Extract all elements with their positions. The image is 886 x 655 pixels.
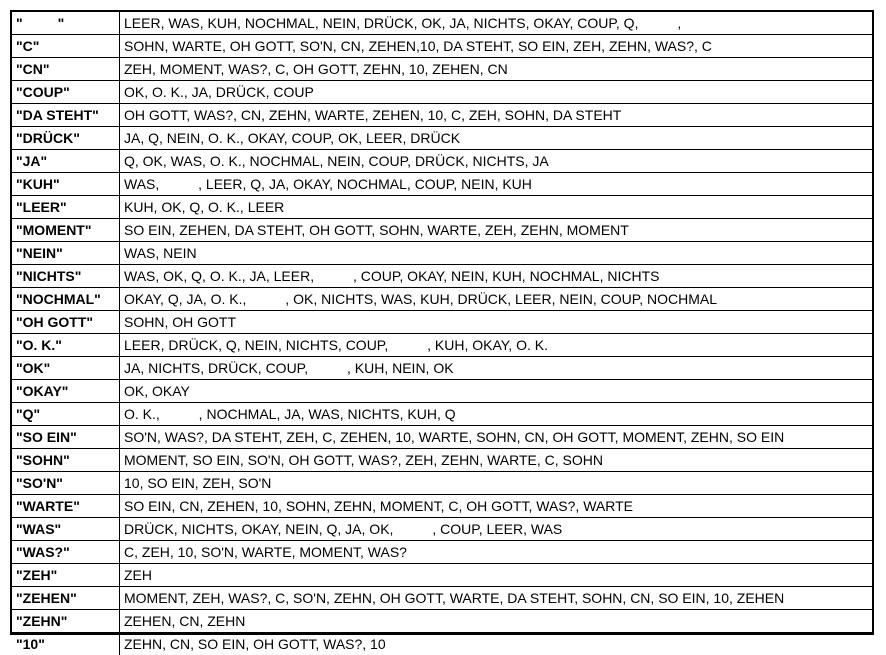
row-key: "DA STEHT" (12, 104, 120, 127)
row-key: "WAS" (12, 518, 120, 541)
table-row (12, 311, 872, 334)
table-row (12, 403, 872, 426)
row-key: "ZEH" (12, 564, 120, 587)
row-values: ZEHN, CN, SO EIN, OH GOTT, WAS?, 10 (120, 633, 873, 655)
word-table-frame (10, 10, 874, 635)
row-values: ZEH, MOMENT, WAS?, C, OH GOTT, ZEHN, 10, ZEHEN, CN (120, 58, 873, 81)
row-key: "O. K." (12, 334, 120, 357)
table-row (12, 380, 872, 403)
row-values: ZEH (120, 564, 873, 587)
table-row (12, 334, 872, 357)
table-row (12, 495, 872, 518)
row-key: "NOCHMAL" (12, 288, 120, 311)
row-key: " " (12, 12, 120, 35)
row-values: OKAY, Q, JA, O. K., , OK, NICHTS, WAS, KUH, DRÜCK, LEER, NEIN, COUP, NOCHMAL (120, 288, 873, 311)
row-values: MOMENT, ZEH, WAS?, C, SO'N, ZEHN, OH GOTT, WARTE, DA STEHT, SOHN, CN, SO EIN, 10, ZEHEN (120, 587, 873, 610)
row-key: "MOMENT" (12, 219, 120, 242)
row-values: Q, OK, WAS, O. K., NOCHMAL, NEIN, COUP, DRÜCK, NICHTS, JA (120, 150, 873, 173)
table-row (12, 518, 872, 541)
row-key: "WAS?" (12, 541, 120, 564)
row-key: "CN" (12, 58, 120, 81)
row-key: "OH GOTT" (12, 311, 120, 334)
row-values: OK, O. K., JA, DRÜCK, COUP (120, 81, 873, 104)
row-values: SO'N, WAS?, DA STEHT, ZEH, C, ZEHEN, 10, WARTE, SOHN, CN, OH GOTT, MOMENT, ZEHN, SO EIN (120, 426, 873, 449)
row-key: "SOHN" (12, 449, 120, 472)
table-row (12, 104, 872, 127)
table-row (12, 196, 872, 219)
table-row (12, 150, 872, 173)
row-values: SO EIN, ZEHEN, DA STEHT, OH GOTT, SOHN, WARTE, ZEH, ZEHN, MOMENT (120, 219, 873, 242)
row-key: "OK" (12, 357, 120, 380)
row-key: "SO'N" (12, 472, 120, 495)
row-key: "ZEHN" (12, 610, 120, 633)
row-values: OK, OKAY (120, 380, 873, 403)
row-values: O. K., , NOCHMAL, JA, WAS, NICHTS, KUH, Q (120, 403, 873, 426)
row-values: C, ZEH, 10, SO'N, WARTE, MOMENT, WAS? (120, 541, 873, 564)
table-row (12, 472, 872, 495)
row-key: "SO EIN" (12, 426, 120, 449)
table-row (12, 288, 872, 311)
table-row (12, 219, 872, 242)
table-row (12, 426, 872, 449)
row-values: WAS, , LEER, Q, JA, OKAY, NOCHMAL, COUP, NEIN, KUH (120, 173, 873, 196)
row-key: "NICHTS" (12, 265, 120, 288)
row-values: JA, Q, NEIN, O. K., OKAY, COUP, OK, LEER, DRÜCK (120, 127, 873, 150)
table-row (12, 173, 872, 196)
table-row (12, 12, 872, 35)
row-values: SOHN, WARTE, OH GOTT, SO'N, CN, ZEHEN,10, DA STEHT, SO EIN, ZEH, ZEHN, WAS?, C (120, 35, 873, 58)
row-key: "ZEHEN" (12, 587, 120, 610)
row-values: SOHN, OH GOTT (120, 311, 873, 334)
word-table (12, 12, 872, 655)
row-key: "DRÜCK" (12, 127, 120, 150)
row-values: WAS, NEIN (120, 242, 873, 265)
table-row (12, 633, 872, 655)
table-row (12, 587, 872, 610)
row-key: "COUP" (12, 81, 120, 104)
row-values: LEER, WAS, KUH, NOCHMAL, NEIN, DRÜCK, OK, JA, NICHTS, OKAY, COUP, Q, , (120, 12, 873, 35)
row-values: MOMENT, SO EIN, SO'N, OH GOTT, WAS?, ZEH, ZEHN, WARTE, C, SOHN (120, 449, 873, 472)
table-row (12, 541, 872, 564)
row-key: "Q" (12, 403, 120, 426)
table-row (12, 357, 872, 380)
row-values: KUH, OK, Q, O. K., LEER (120, 196, 873, 219)
table-row (12, 242, 872, 265)
row-values: WAS, OK, Q, O. K., JA, LEER, , COUP, OKAY, NEIN, KUH, NOCHMAL, NICHTS (120, 265, 873, 288)
row-key: "10" (12, 633, 120, 655)
row-values: DRÜCK, NICHTS, OKAY, NEIN, Q, JA, OK, , COUP, LEER, WAS (120, 518, 873, 541)
row-values: SO EIN, CN, ZEHEN, 10, SOHN, ZEHN, MOMENT, C, OH GOTT, WAS?, WARTE (120, 495, 873, 518)
row-key: "LEER" (12, 196, 120, 219)
table-row (12, 127, 872, 150)
row-key: "KUH" (12, 173, 120, 196)
table-row (12, 58, 872, 81)
table-row (12, 265, 872, 288)
row-values: 10, SO EIN, ZEH, SO'N (120, 472, 873, 495)
row-values: ZEHEN, CN, ZEHN (120, 610, 873, 633)
row-key: "NEIN" (12, 242, 120, 265)
table-row (12, 564, 872, 587)
row-key: "OKAY" (12, 380, 120, 403)
row-key: "C" (12, 35, 120, 58)
row-values: OH GOTT, WAS?, CN, ZEHN, WARTE, ZEHEN, 10, C, ZEH, SOHN, DA STEHT (120, 104, 873, 127)
row-key: "JA" (12, 150, 120, 173)
table-row (12, 610, 872, 633)
word-table-body (12, 12, 872, 655)
row-key: "WARTE" (12, 495, 120, 518)
row-values: JA, NICHTS, DRÜCK, COUP, , KUH, NEIN, OK (120, 357, 873, 380)
row-values: LEER, DRÜCK, Q, NEIN, NICHTS, COUP, , KUH, OKAY, O. K. (120, 334, 873, 357)
table-row (12, 81, 872, 104)
table-row (12, 449, 872, 472)
table-row (12, 35, 872, 58)
